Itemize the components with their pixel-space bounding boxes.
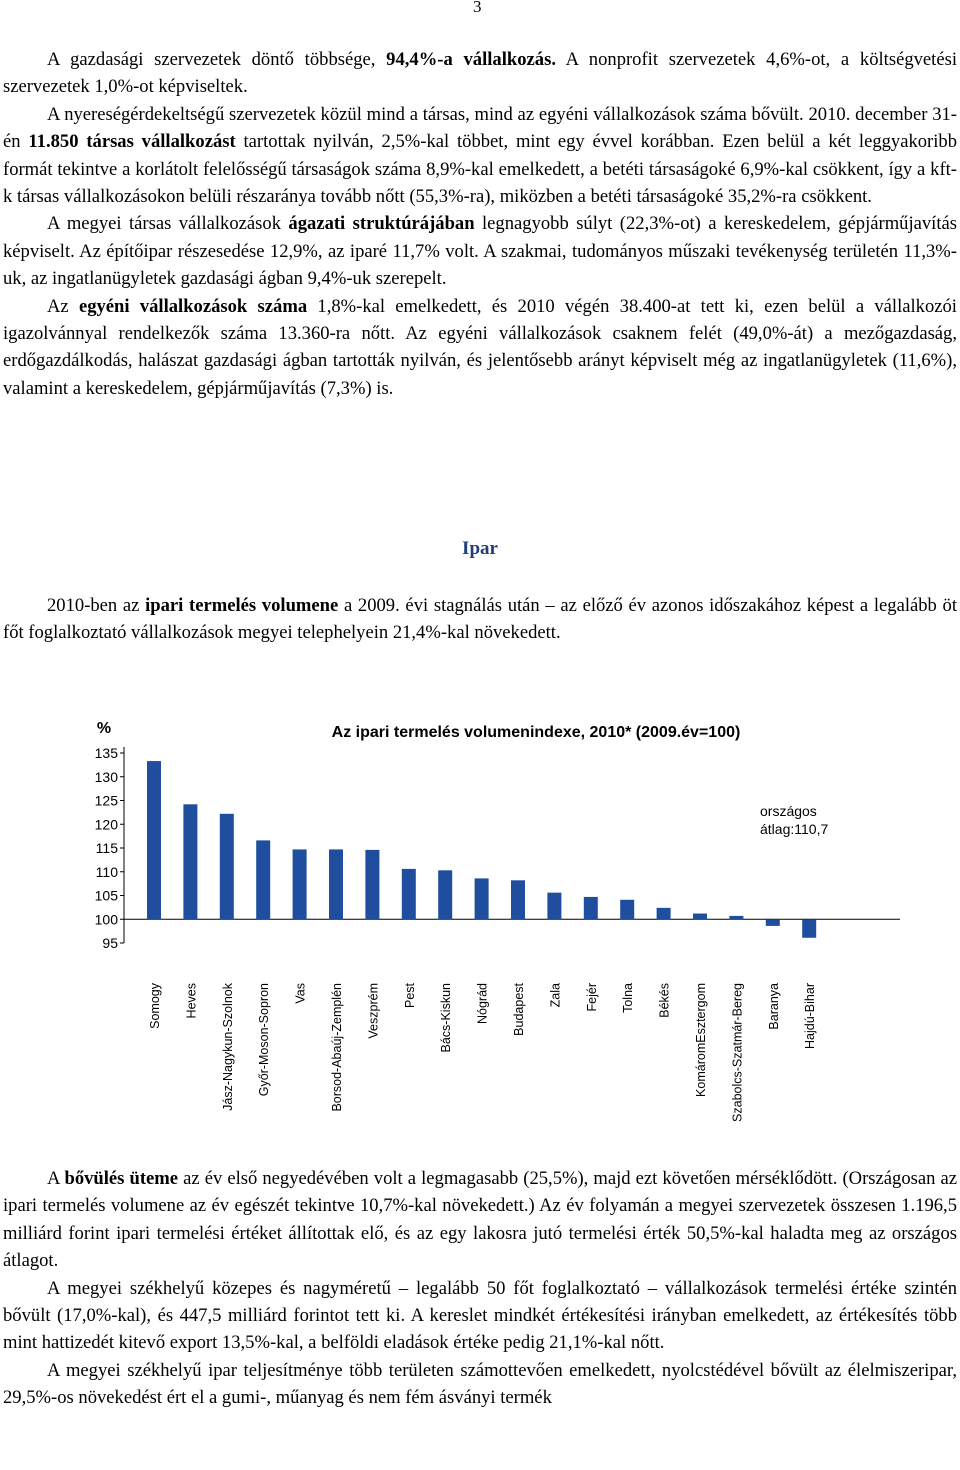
text-run: 1,8%-kal emelkedett, és 2010 végén 38.400-at tett ki, ezen belül a vállalkozói igazolvánnyal rendelkezők száma 13.360-ra nőtt. Az egyéni vállalkozások csaknem felét (49,0%-át) a mezőgazdaság, erdőgazdálkodás, halászat gazdasági ágban tartották nyilván, és jelentősebb arányt képviselt még az ingatlanügyletek (11,6%), valamint a kereskedelem, gépjárműjavítás (7,3%) is. (3, 295, 957, 399)
text-run: legnagyobb súlyt (22,3%-ot) a kereskedelem, gépjárműjavítás képviselt. Az építőipar részesedése 12,9%, az iparé 11,7% volt. A szakmai, tudományos műszaki tevékenység területén 11,3%-uk, az ingatlanügyletek gazdasági ágban 9,4%-uk szerepelt. (3, 213, 958, 290)
bar (620, 900, 634, 919)
text-section-industry-intro (3, 592, 957, 647)
text-run: A megyei székhelyű közepes és nagyméretű – legalább 50 főt foglalkoztató – vállalkozások termelési értéke szintén bővült (17,0%-kal), és 447,5 milliárd forintot tett ki. A kereslet mindkét értékesítési irányban emelkedett, az értékesítés több mint hattizedét kitevő export 13,5%-kal, a belföldi eladások értéke pedig 21,1%-kal nőtt. (3, 1277, 957, 1354)
bar (183, 804, 197, 919)
bar (475, 878, 489, 919)
y-tick-label: 125 (94, 792, 118, 809)
text-section-business (3, 46, 957, 402)
text-run: az év első negyedévében volt a legmagasabb (25,5%), majd ezt követően mérséklődött. (Országosan az ipari termelés volumene az év egészét tekintve 10,7%-kal növekedett.) Az év folyamán a megyei szervezetek összesen 1.196,5 milliárd forint ipari termelési értéket állítottak elő, és az egy lakosra jutó termelési érték 50,5%-kal haladta meg az országos átlagot. (3, 1168, 957, 1272)
text-run: A nyereségérdekeltségű szervezetek közül mind a társas, mind az egyéni vállalkozások száma bővült. 2010. december 31-én (3, 103, 957, 153)
text-run: A nonprofit szervezetek 4,6%-ot, a költségvetési szervezetek 1,0%-ot képviseltek. (3, 49, 957, 98)
y-tick-label: 100 (94, 911, 118, 928)
category-label: Budapest (512, 983, 526, 1036)
bold-text-run: 11.850 társas vállalkozást (28, 131, 236, 153)
category-label: Győr-Moson-Sopron (257, 983, 272, 1097)
category-label: Bács-Kiskun (439, 983, 454, 1053)
bold-text-run: ipari termelés volumene (145, 595, 339, 616)
bar (293, 849, 307, 919)
bar (511, 880, 525, 919)
bar (693, 914, 707, 920)
national-average-annotation-value: átlag:110,7 (760, 821, 829, 837)
section-heading-ipar: Ipar (462, 538, 498, 559)
bold-text-run: bővülés üteme (64, 1168, 179, 1189)
industry-volume-index-chart (0, 705, 960, 1145)
y-tick-label: 130 (94, 768, 118, 785)
text-run: A gazdasági szervezetek döntő többsége, (47, 49, 387, 70)
chart-title: Az ipari termelés volumenindexe, 2010* (2009.év=100) (331, 724, 741, 741)
text-section-industry-details (3, 1165, 957, 1412)
text-run: A (47, 1168, 65, 1189)
category-label: Somogy (148, 983, 162, 1029)
bold-text-run: ágazati struktúrájában (288, 213, 475, 235)
y-axis-label: % (96, 720, 112, 737)
category-label: Baranya (766, 983, 781, 1030)
paragraph (3, 293, 957, 403)
bar (438, 870, 452, 919)
bar (802, 919, 816, 938)
category-label: Békés (657, 983, 672, 1018)
text-run: a 2009. évi stagnálás után – az előző év azonos időszakához képest a legalább öt főt foglalkoztató vállalkozások megyei telephelyein 21,4%-kal növekedett. (3, 595, 957, 644)
y-tick-label: 120 (94, 816, 118, 833)
bar (584, 897, 598, 919)
category-label: Hajdú-Bihar (803, 983, 818, 1050)
category-label: Veszprém (366, 983, 381, 1039)
bar (256, 840, 270, 919)
y-tick-label: 110 (95, 863, 118, 880)
page-number: 3 (473, 0, 482, 16)
bar (365, 850, 379, 919)
category-label: KomáromEsztergom (694, 983, 708, 1097)
category-label: Borsod-Abaúj-Zemplén (330, 983, 344, 1112)
text-run: A megyei társas vállalkozások (47, 213, 289, 235)
bold-text-run: egyéni vállalkozások száma (78, 295, 308, 317)
category-label: Vas (293, 983, 308, 1004)
category-label: Heves (184, 983, 199, 1019)
bar (402, 869, 416, 919)
text-run: tartottak nyilván, 2,5%-kal többet, mint egy évvel korábban. Ezen belül a két leggyakoribb formát tekintve a korlátolt felelősségű társaságok száma 8,9%-kal emelkedett, a betéti társaságoké 6,9%-kal csökkent, így a kft-k társas vállalkozásokon belüli részaránya tovább nőtt (55,3%-ra), miközben a betéti társaságoké 35,2%-ra csökkent. (3, 131, 958, 208)
paragraph (3, 210, 957, 292)
bold-text-run: 94,4%-a vállalkozás. (386, 49, 556, 70)
bar (729, 916, 743, 919)
text-run: 2010-ben az (47, 595, 146, 616)
category-label: Jász-Nagykun-Szolnok (220, 983, 235, 1111)
category-label: Nógrád (475, 983, 490, 1024)
category-label: Tolna (621, 983, 636, 1013)
bar (220, 814, 234, 919)
y-tick-label: 115 (95, 840, 118, 856)
category-label: Fejér (584, 983, 599, 1012)
bar (547, 893, 561, 920)
text-run: A megyei székhelyű ipar teljesítménye több területen számottevően emelkedett, nyolcstédével bővült az élelmiszeripar, 29,5%-os növekedést ért el a gumi-, műanyag és nem fém ásványi termék (3, 1359, 957, 1409)
bar (329, 849, 343, 919)
category-label: Pest (402, 983, 417, 1009)
paragraph (3, 46, 957, 101)
paragraph (3, 1357, 957, 1412)
bar (657, 908, 671, 919)
bar (766, 919, 780, 926)
category-label: Zala (548, 983, 563, 1008)
y-tick-label: 105 (94, 887, 118, 904)
y-tick-label: 95 (102, 935, 118, 951)
paragraph (3, 101, 957, 211)
category-label: Szabolcs-Szatmár-Bereg (730, 983, 745, 1122)
paragraph (3, 1275, 957, 1357)
paragraph (3, 592, 957, 647)
paragraph (3, 1165, 957, 1275)
y-tick-label: 135 (94, 745, 118, 761)
bar (147, 761, 161, 919)
text-run: Az (47, 295, 79, 317)
national-average-annotation: országos (760, 803, 817, 819)
